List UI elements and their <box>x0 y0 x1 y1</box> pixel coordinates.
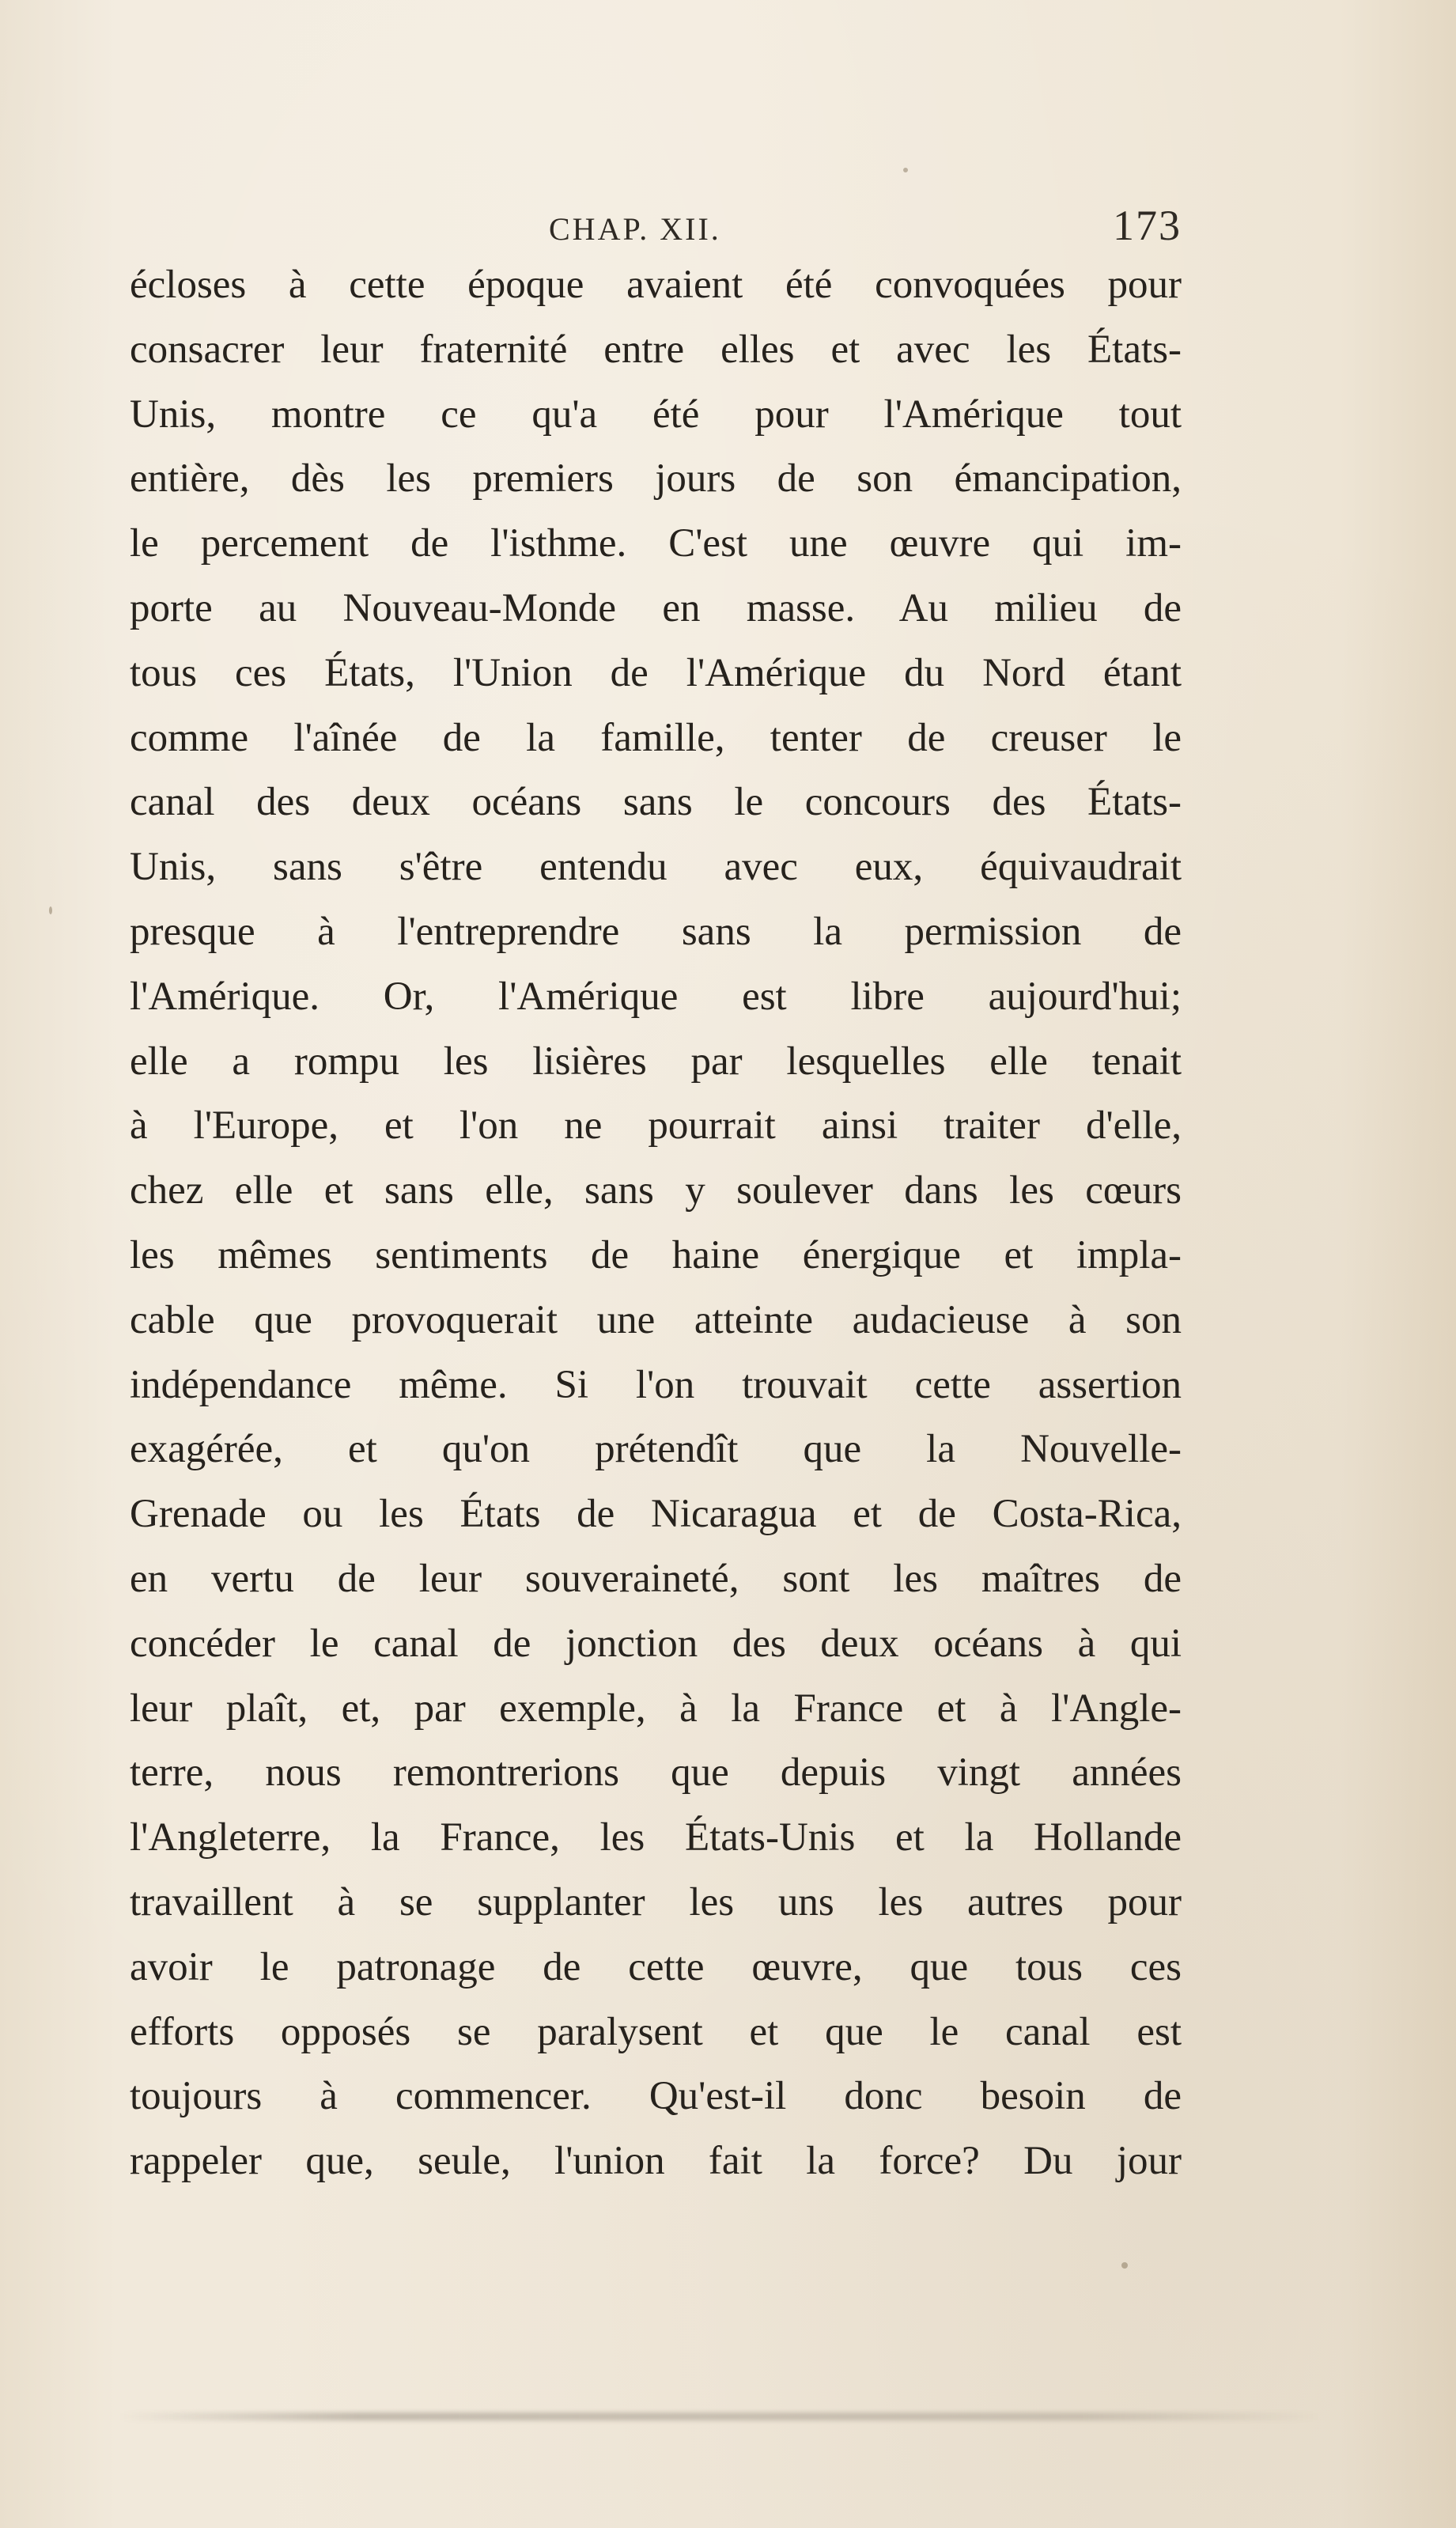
text-line: elle a rompu les lisières par lesquelles elle tenait <box>130 1039 1182 1084</box>
text-line: les mêmes sentiments de haine énergique et impla- <box>130 1232 1182 1277</box>
text-line: indépendance même. Si l'on trouvait cette assertion <box>130 1362 1182 1407</box>
text-line: chez elle et sans elle, sans y soulever dans les cœurs <box>130 1168 1182 1213</box>
text-line: leur plaît, et, par exemple, à la France et à l'Angle- <box>130 1686 1182 1731</box>
text-line: consacrer leur fraternité entre elles et avec les États- <box>130 327 1182 372</box>
page-edge-shadow <box>119 2413 1321 2420</box>
text-line: exagérée, et qu'on prétendît que la Nouvelle- <box>130 1427 1182 1472</box>
text-line: Unis, montre ce qu'a été pour l'Amérique tout <box>130 392 1182 437</box>
text-line: presque à l'entreprendre sans la permission de <box>130 909 1182 954</box>
text-line: canal des deux océans sans le concours des États- <box>130 780 1182 825</box>
text-line: écloses à cette époque avaient été convoquées pour <box>130 263 1182 307</box>
text-line: cable que provoquerait une atteinte audacieuse à son <box>130 1297 1182 1342</box>
text-line: comme l'aînée de la famille, tenter de creuser le <box>130 715 1182 760</box>
text-line: l'Amérique. Or, l'Amérique est libre aujourd'hui; <box>130 974 1182 1019</box>
running-head: CHAP. XII. <box>549 211 721 247</box>
text-line: l'Angleterre, la France, les États-Unis et la Hollande <box>130 1815 1182 1860</box>
text-line: concéder le canal de jonction des deux océans à qui <box>130 1621 1182 1666</box>
paper-speck <box>49 906 52 914</box>
text-line: travaillent à se supplanter les uns les autres pour <box>130 1879 1182 1924</box>
text-line: porte au Nouveau-Monde en masse. Au milieu de <box>130 585 1182 630</box>
text-line: Grenade ou les États de Nicaragua et de Costa-Rica, <box>130 1492 1182 1537</box>
text-line: rappeler que, seule, l'union fait la force? Du jour <box>130 2139 1182 2184</box>
text-line: entière, dès les premiers jours de son émancipation, <box>130 456 1182 501</box>
text-line: le percement de l'isthme. C'est une œuvre qui im- <box>130 521 1182 566</box>
text-line: toujours à commencer. Qu'est-il donc besoin de <box>130 2074 1182 2119</box>
text-line: en vertu de leur souveraineté, sont les maîtres de <box>130 1556 1182 1601</box>
text-line: Unis, sans s'être entendu avec eux, équivaudrait <box>130 845 1182 890</box>
page-number: 173 <box>1113 202 1182 249</box>
text-line: avoir le patronage de cette œuvre, que tous ces <box>130 1944 1182 1989</box>
text-line: terre, nous remontrerions que depuis vingt années <box>130 1750 1182 1796</box>
text-line: tous ces États, l'Union de l'Amérique du Nord étant <box>130 650 1182 695</box>
text-line: efforts opposés se paralysent et que le canal est <box>130 2009 1182 2054</box>
page-header <box>130 196 1182 252</box>
paper-speck <box>1121 2262 1128 2269</box>
text-line: à l'Europe, et l'on ne pourrait ainsi traiter d'elle, <box>130 1103 1182 1149</box>
body-text <box>130 253 1182 2194</box>
paper-speck <box>903 168 908 172</box>
